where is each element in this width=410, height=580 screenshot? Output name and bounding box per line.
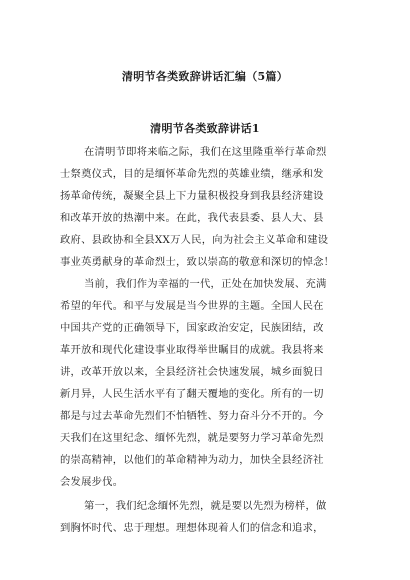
text-line: 事业英勇献身的革命烈士，致以崇高的敬意和深切的悼念！ xyxy=(60,256,335,268)
text-line: 政府、县政协和全县XX万人民，向为社会主义革命和建设 xyxy=(60,234,329,246)
text-line: 都是与过去革命先烈们不怕牺牲、努力奋斗分不开的。今 xyxy=(60,410,324,422)
text-line: 中国共产党的正确领导下，国家政治安定，民族团结，改 xyxy=(60,322,324,334)
text-line: 讲，改革开放以来，全县经济社会快速发展，城乡面貌日 xyxy=(60,366,324,378)
text-line: 新月异，人民生活水平有了翻天覆地的变化。所有的一切 xyxy=(60,388,324,400)
text-line: 会发展步伐。 xyxy=(60,476,124,488)
text-line: 扬革命传统，凝聚全县上下力量积极投身到我县经济建设 xyxy=(60,190,324,202)
text-line: 的崇高精神，以他们的革命精神为动力，加快全县经济社 xyxy=(60,454,324,466)
text-line: 到胸怀时代、忠于理想。理想体现着人们的信念和追求， xyxy=(60,522,324,534)
text-line: 希望的年代。和平与发展是当今世界的主题。全国人民在 xyxy=(60,300,324,312)
text-line: 士祭奠仪式，目的是缅怀革命先烈的英雄业绩，继承和发 xyxy=(60,168,324,180)
text-line: 和改革开放的热潮中来。在此，我代表县委、县人大、县 xyxy=(60,212,324,224)
text-line: 第一，我们纪念缅怀先烈，就是要以先烈为榜样，做 xyxy=(84,500,327,512)
document-title: 清明节各类致辞讲话汇编（5篇） xyxy=(121,70,289,83)
text-line: 在清明节即将来临之际，我们在这里隆重举行革命烈 xyxy=(84,146,327,158)
text-line: 革开放和现代化建设事业取得举世瞩目的成就。我县将来 xyxy=(60,344,324,356)
section-title: 清明节各类致辞讲话1 xyxy=(150,122,260,135)
text-line: 天我们在这里纪念、缅怀先烈，就是要努力学习革命先烈 xyxy=(60,432,324,444)
text-line: 当前，我们作为幸福的一代，正处在加快发展、充满 xyxy=(84,278,327,290)
